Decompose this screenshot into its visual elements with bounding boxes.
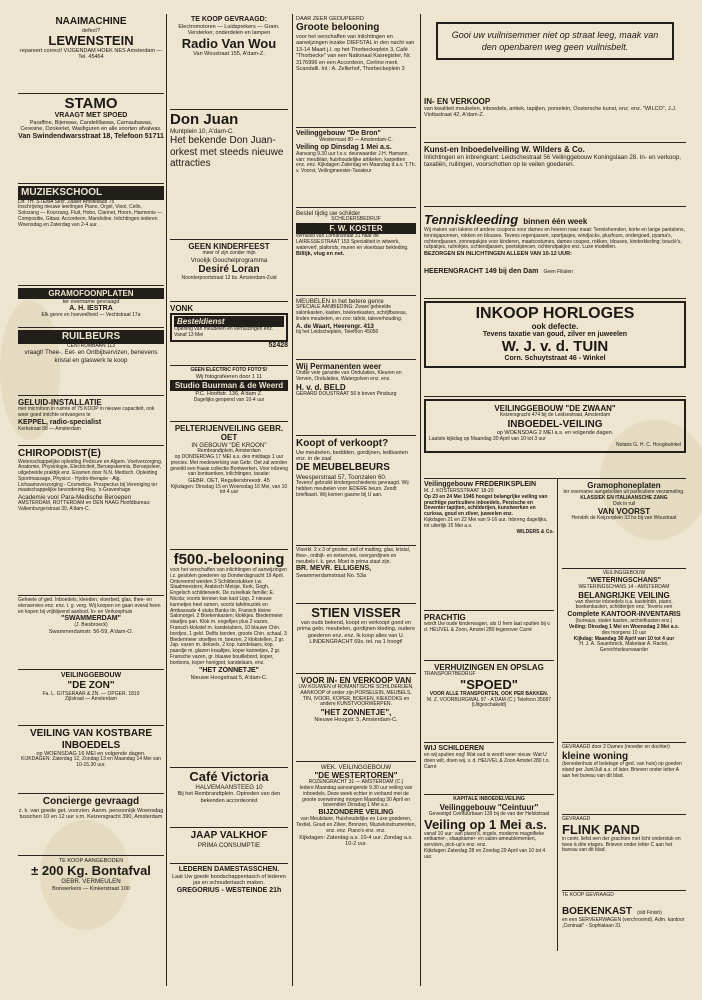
ad-stien-visser <box>296 604 416 674</box>
ad-wij-schilderen <box>424 743 554 795</box>
ad-text: vraagt! Thee-, Eet- en Ontbijtservizen, benevens kristal en glaswerk te koop <box>24 349 158 364</box>
ad-text: Zijlstraat — Amsterdam <box>65 696 117 703</box>
ad-subtitle-2: BEZORGEN EN INLICHTINGEN ALLEEN VAN 10-12 UUR: <box>424 251 572 258</box>
ad-title: RUILBEURS <box>18 330 164 344</box>
column-4b <box>558 479 686 951</box>
ad-top: Bestel tijdig uw schilder <box>296 210 361 217</box>
ad-text: KIJKDAGEN: Zaterdag 12, Zondag 13 en Maandag 14 Mei van 10-15.30 uur. <box>21 756 161 769</box>
ad-text: en wij spuiten nog! Wat oud is wordt weer nieuw. Wat U doen wilt, doen wij. v. d. HEUVEL & Zoon Amstel 280 t.o. Carré <box>424 752 550 770</box>
ad-viewing-days: Laatste kijkdag op Maandag 30 April van 10 tot 3 uur <box>429 435 546 442</box>
ad-horloges-tuin <box>424 299 686 397</box>
ad-groote-belooning <box>296 14 416 128</box>
ad-title: IN- EN VERKOOP <box>424 97 491 106</box>
ad-address-line <box>424 258 686 277</box>
ad-name: "SWAMMERDAM" <box>61 615 121 623</box>
ad-footer: Billijk, vlug en net. <box>296 251 345 258</box>
ad-text: Op 23 en 24 Mei 1945 hoogst belangrijke veiling van prachtige particuliere inboedels, Perzische en Deventer tapijten, schilderijen, kunstwerken en curiosa, goud en zilver, juweelen enz. <box>424 493 548 518</box>
ad-500-belooning <box>170 550 288 768</box>
ad-title: NAAIMACHINE <box>55 16 127 27</box>
ad-text: Inlichtingen en inbrengkant: Leidschestraat 56 Veilinggebouw Koningslaan 28. In- en verkoop, taxatiën, ruilingen, voorschotten op te veilen goederen. <box>424 154 681 169</box>
ad-subtitle: Fa. L. GITSERAAR & ZN. — OPGER. 1810 <box>42 690 140 697</box>
ad-title: PELTERIJENVEILING GEBR. OET <box>174 424 284 442</box>
ad-title: BOEKENKAST <box>561 905 632 917</box>
ad-address: Rembrandtplein, Amsterdam <box>197 448 261 455</box>
ad-prachtig <box>424 611 554 661</box>
ad-address: Keizersgracht 474 bij de Leidsestraat, Amsterdam <box>499 412 611 418</box>
ad-address: GERARD DOUSTRAAT 56 b boven Pinsburg <box>296 390 397 397</box>
ad-subtitle: KLASSIEK EN ITALIAANSCHE ZANG <box>580 494 668 501</box>
ad-footer: Academie voor Para-Medische Beroepen <box>18 494 132 502</box>
ad-box <box>424 399 686 453</box>
ad-title: GEEN ELECTRIC FOTO FOTO'S! <box>190 367 268 373</box>
ad-address: Weesperstraat 57, Toonzalen 60. <box>296 473 387 481</box>
ad-tenniskleeding <box>424 207 686 299</box>
ad-text: Uw meubelen, beddden, gordijnen, ledikanten enz. in de zaal <box>296 449 408 462</box>
ad-top: GEVRAAGD door 2 Dames (moeder en dochter) <box>561 744 670 750</box>
ad-header <box>424 209 686 228</box>
ad-text: Electromotoren — Luidsprekers — Gram. Versterker, onderdelen en lampen <box>178 24 280 37</box>
ad-title: MUZIEKSCHOOL <box>18 186 164 200</box>
ad-address: Bonwerkers — Kinkerstraat 100 <box>52 885 130 892</box>
ad-name: "WETERINGSCHANS" <box>587 576 661 584</box>
column-divider <box>166 14 167 986</box>
ad-title: Veilinggebouw FREDERIKSPLEIN <box>424 481 537 488</box>
ad-subtitle: defect? <box>81 27 101 34</box>
ad-de-zwaan <box>424 397 686 479</box>
ad-name: Desiré Loran <box>198 264 260 275</box>
ad-subtitle: op WOENSDAG 2 MEI a.s. en volgende dagen. <box>496 430 614 437</box>
ad-flink-pand <box>562 815 686 891</box>
ad-text: VOOR ALLE TRANSPORTEN, OOK PER BAKKEN. <box>429 690 549 697</box>
ad-phone: 52428 <box>268 341 288 349</box>
ad-subtitle: CENTRUMBAAN 113 <box>67 342 115 349</box>
ad-footer: Tevens! gebruikt kindergeschiedenis gevraagd. Wij hebben meubelen voor IEDERE beurs. Zendt briefkaart. Wij komen gaarne bij U aan. <box>296 480 409 498</box>
ad-bontafval <box>18 856 164 915</box>
ad-name: W. J. v. d. TUIN <box>501 338 609 355</box>
ad-cafe-victoria <box>170 768 288 828</box>
ad-text: Paraffine, Bijenwas, Candelillawas, Carnaubawas, Ceresine, Ozokeriet, Wasfiguren en alle soorten afvalwas. <box>20 120 162 133</box>
ad-auction-date: Veiling: Dinsdag 1 Mei en Woensdag 2 Mei a.s. <box>568 623 680 630</box>
ad-studio-buurman <box>170 366 288 422</box>
ad-jaap-valkhof <box>170 828 288 864</box>
ad-footer: Dagelijks geopend van 10-4 uur <box>193 396 265 403</box>
ad-title: Gramophoneplaten <box>587 481 661 490</box>
ad-footer: Notaris G. H. C. Hoogkwinkel <box>615 441 681 448</box>
ad-viewing-days: Kijkdag: Maandag 30 April van 10 tot 4 uur <box>573 635 675 642</box>
ad-wilders <box>424 143 686 207</box>
ad-top: VEILINGGEBOUW <box>602 570 646 576</box>
ad-name: VAN VOORST <box>597 507 651 517</box>
ad-kostbare-inboedels <box>18 726 164 794</box>
ad-het-zonnetje <box>296 674 416 762</box>
ad-address: Gevestigd Ceintuurbaan 139 bij de van der Helststraat <box>428 810 550 817</box>
ad-viewing-days: Kijkdagen: Zaterdag a.s. 10-4 uur. Zondag a.s. 10-2 uur. <box>299 834 413 847</box>
ad-chiropodist <box>18 446 164 596</box>
ad-name: BR. MEVR. ELLIGENS, <box>296 565 372 573</box>
ad-meubelbeurs <box>296 436 416 546</box>
ad-box <box>424 301 686 368</box>
ad-address: P.C. Hooftstr. 136, A'dam Z. <box>195 391 263 398</box>
ad-owner: (J. Biesbroeck) <box>74 622 108 629</box>
ad-top: TE KOOP GEVRAAGD <box>561 892 614 898</box>
ad-title: STIEN VISSER <box>311 605 401 620</box>
ad-text: in centr. liefst een der grachten met licht onderstuk en twee à drie etages. Brieven onder letter C aan het bureau van dit blad. <box>561 835 681 854</box>
ad-address: Corn. Schuytstraat 46 - Winkel <box>504 355 606 362</box>
ad-title: Kunst-en Inboedelveiling W. Wilders & Co. <box>424 145 585 154</box>
ad-banner-vuilnis <box>424 14 686 95</box>
ad-title: Groote belooning <box>296 22 380 34</box>
ad-subtitle: ook defecte. <box>531 322 579 331</box>
banner-text: Gooi uw vuilnisemmer niet op straat leeg, maak van den openbaren weg geen vuilnisbelt. <box>451 30 659 52</box>
ad-auction-time: des morgens 10 uur <box>601 629 647 636</box>
ad-subtitle: op WOENSDAG 16 MEI en volgende dagen. <box>36 751 146 757</box>
ad-logo: Besteldienst <box>174 316 284 327</box>
ad-title: WIJ SCHILDEREN <box>424 745 484 752</box>
ad-text: Inschrijving nieuwe leerlingen Piano, Orgel, Viool, Cello, Solozang — Koorzang, Fluit, Hobo, Clarinet, Hoorn, Harmonie — Compositie, Gitaar, Accordeon, Mandoline. Inlichtingen iederen Woensdag en Zaterdag van 2-4 uur. <box>18 204 163 228</box>
ad-text: voor het verschaffen van inlichtingen en aanwijzingen inzake DIEFSTAL in den nacht van 13-14 Maart j.l. op het Thorbeckeplein 3, Café "Thorbecke" van een Nationaal Kasregister, Nr. 3176996 en een Accordeon, Cerlino merk Scandalli. Inl.: A. Zellerhof, Thorbeckeplein 3 <box>296 33 415 72</box>
ad-text: Aanvang 9.30 uur f.o.v. deurwaarder J.H. Hamann, van: meubilair, huishoudelijke artikelen, karpetten enz. enz. Kijkdagen Zaterdag en Maandag d.a.v. T.Th. v. Voorst, Veilingmeester-Taxateur <box>296 150 416 175</box>
ad-gebr-oet <box>170 422 288 550</box>
ad-top: TE KOOP GEVRAAGD: <box>190 16 268 23</box>
ad-subtitle: Dir. TH. STEMA Secr. Zaaier Amstellaan 75 <box>18 198 115 205</box>
ad-text-2: (bureaux, stalen kasten, archiefkasten enz.) <box>575 618 673 625</box>
ad-title: JAAP VALKHOF <box>190 830 268 841</box>
ad-address: M. J. KOSTERSSTRAAT 18-20 <box>424 488 494 494</box>
ad-subtitle: meer of zijn zonder mijn <box>202 250 256 256</box>
ad-footer: GEBR. OET, Reguliersbreestr. 45 <box>188 478 270 485</box>
ad-text: Bij het Rembrandtplein. Optreden van den bekenden accordeonist <box>177 791 281 804</box>
ad-name: DE MEUBELBEURS <box>296 462 390 474</box>
ad-text: (benedenhuis of beletage of ged. van huis) op goeden stand per Juni/Juli a.s. of later. Brieven onder letter A aan het bureau van dit blad. <box>561 761 682 779</box>
ad-top: GEVRAAGD <box>561 816 591 822</box>
ad-de-waart <box>296 296 416 360</box>
ad-frederiksplein <box>424 479 554 611</box>
column-4 <box>424 14 686 951</box>
ad-text: van diverse inboedels o.a. kastelnbh, piano, boekenkasten, schilderijen enz. Tevens een <box>575 598 673 611</box>
ad-title: Tenniskleeding <box>424 212 519 227</box>
ad-name: "DE WESTERTOREN" <box>314 771 398 781</box>
ad-subtitle: Wij fotografeeren door 1 11 <box>195 373 263 380</box>
ad-title: Don Juan <box>170 111 239 128</box>
ad-top: VEILINGGEBOUW "DE ZWAAN" <box>494 404 616 413</box>
ad-radio-van-wou <box>170 14 288 110</box>
ad-text: Tevens taxatie van goud, zilver en juweelen <box>482 331 628 338</box>
ad-text: Laat Uw goede boodschappentasch of lederen jas en schoudertasch maken. <box>172 874 286 887</box>
ad-subtitle: IN GEBOUW "DE KROON" <box>191 442 267 449</box>
ad-subtitle: VRAAGT MET SPOED <box>54 112 128 119</box>
ad-address: ROZENGRACHT 31 — AMSTERDAM (C.) <box>308 779 404 786</box>
ad-weteringschans <box>562 569 686 743</box>
ad-title-note: (old Finish) <box>637 909 662 916</box>
ad-naaimachine <box>18 14 164 94</box>
ad-top: VEILINGGEBOUW <box>60 672 122 679</box>
ad-title: Concierge gevraagd <box>42 796 140 807</box>
ad-swammerdam <box>18 596 164 670</box>
ad-title-line <box>562 899 686 918</box>
ad-text: Geheele of ged. Inboedels, kleeden, vloerbed, glas, thee- en etenservies enz. enz. t. g. verg. Wij koopen en gaan overal heen en kopen bij vrijblijvend aanbod. In- en Verkoophuis <box>18 597 161 615</box>
ad-address: Swammerdamstraat No. 53a <box>296 573 366 580</box>
ad-ceintuur <box>424 795 554 960</box>
ad-koster <box>296 208 416 296</box>
ad-text: Het bekende Don Juan-orkest met steeds nieuwe attracties <box>170 135 284 170</box>
ad-geluid <box>18 396 164 446</box>
ad-address: GREGORIUS - WESTEINDE 21h <box>176 886 282 894</box>
ad-text: Opening van meubelen en verhuizingen enz. Vanaf 13 Mei <box>174 326 274 338</box>
ad-title: GELUID-INSTALLATIE <box>18 398 102 407</box>
ad-footer: bij het Leidscheplein, Telefoon 45056 <box>296 328 379 335</box>
ad-ruilbeurs <box>18 328 164 396</box>
ad-name: A. de Waart, Heerengr. 413 <box>296 322 374 330</box>
ad-name: F. W. KOSTER <box>296 223 416 234</box>
ad-title: CHIROPODIST(E) <box>18 448 101 459</box>
ad-subtitle: HALVEMAANSTEEG 10 <box>195 784 263 791</box>
ad-title: GRAMOFOONPLATEN <box>18 288 164 299</box>
ad-top: DAAR ZEER GEDUPEERD <box>296 16 364 22</box>
ad-title: f500.-belooning <box>173 551 285 568</box>
ad-detail: van Meubilaire, Huishoudelijke en Luxe goederen, Textiel, Goud en Zilver, Bronzen, Muziekinstrumenten, enz. enz. Piano's enz. enz. <box>296 816 416 834</box>
column-4a <box>424 479 558 951</box>
ad-title: INBOEDEL-VEILING <box>507 418 603 430</box>
ad-text: Wetenschappelijke opleiding Pedicure en Algem. Voetverzorging, Anatomie, Physiologie, Electriciteit, Beroepskennis, Beroepsleer, uitgebreide praktijk enz. Examen door N.N. Medisch. Opleiding Sportmassage, Physico - Hydro-therapie - Alg. Lichaamsverzorging - Cosmetica. Prospectus bij Vereniging ter maatschappelijke bevordering Reg. 's-Gravenhage <box>18 458 163 494</box>
ad-address: Kerkstraat 88 — Amsterdam <box>18 425 81 432</box>
ad-text: Vloerkl. 2 x 3 of grooter, zeil of matting, glas, kristal, thee-, ontbijt- en eetservies, overgordijnen en meubels t. k. gevr. Moet in prima staat zijn. <box>296 547 411 565</box>
ad-subtitle: TRANSPORTBEDRIJF <box>424 671 476 677</box>
ad-footer: WILDERS & Co. <box>516 528 554 535</box>
ad-address: Hendrik de Keijzerplein 33 hs bij van Woustraat <box>571 515 677 522</box>
ad-title: Koopt of verkoopt? <box>296 438 389 449</box>
ad-text: repareert correct! VIJGENDAM HOEK NES Amsterdam — Tel. 45464 <box>19 47 163 61</box>
ad-title: PRACHTIG <box>424 613 466 622</box>
ad-name: "DE ZON" <box>67 680 115 691</box>
ad-footer: "HET ZONNETJE" <box>199 666 259 674</box>
ad-name: A. H. IESTRA <box>69 305 113 313</box>
ad-logo-box <box>170 313 288 342</box>
ad-text: vanaf 10 uur: van piano's, orgels, moderne magnifieke eetkamer-, slaapkamer- en salon-ameublementen, servizen, pick-up's enz. enz. <box>424 830 545 849</box>
ad-address: Westermaat 80 — Amsterdam-C. <box>319 137 393 143</box>
ad-text: z. k. van goede get. voorzien. Aanm. persoonlijk Woensdag tusschen 10 en 12 uur v.m. Keizersgracht 390, Amsterdam <box>18 807 164 820</box>
ad-viewing-days: Kijkdagen Zaterdag 28 en Zondag 29 April van 10 tot 4 uur. <box>424 847 546 860</box>
column-4-split <box>424 479 686 951</box>
ad-text: ter overname aangeboden uit particuliere verzameling. <box>563 489 685 495</box>
ad-name: H. v. d. BELD <box>296 382 346 392</box>
ad-text: verhuisd van Lomanstraat 31 naar de LAIRESSESTRAAT 153 Specialiteit in witwerk, waterverf, plafonds, muren en vloerbaar bekleding. <box>296 233 409 251</box>
ad-de-bron <box>296 128 416 208</box>
ad-wilco <box>424 95 686 143</box>
ad-name: KEPPEL, radio-specialist <box>18 418 102 426</box>
ad-address: Noorderpoortstraat 12 bs. Amsterdam-Zuid <box>181 274 277 281</box>
ad-title: LEDEREN DAMESTASSCHEN. <box>178 866 280 873</box>
ad-title: INKOOP HORLOGES <box>475 305 635 322</box>
ad-text: Vroolijk Goochelprogramma <box>190 256 268 264</box>
ad-kleine-woning <box>562 743 686 815</box>
ad-viewing-days: Kijkdagen 21 en 22 Mei van 9-16 uur. Inbreng dagelijks, tot uiterlijk 15 Mei a.s. <box>424 516 548 529</box>
ad-title: Veilinggebouw "De Bron" <box>296 130 381 137</box>
ad-title: BELANGRIJKE VEILING <box>578 590 670 600</box>
ad-title: VERHUIZINGEN EN OPSLAG <box>434 663 544 672</box>
ad-de-zon <box>18 670 164 726</box>
ad-subtitle: BIJZONDERE VEILING <box>318 809 394 817</box>
ad-don-juan <box>170 110 288 240</box>
banner-box <box>436 22 674 60</box>
ad-title: FLINK PAND <box>561 821 640 837</box>
ad-text: met microfoon in ruimte of 75 KOOP in nieuwe capaciteit, ook weer goed inrichte ontvangers te <box>18 406 155 418</box>
ad-gramophoneplaten <box>562 479 686 569</box>
ad-address: Swammerdamstr. 56-59, A'dam-O. <box>48 629 134 636</box>
ad-concierge <box>18 794 164 856</box>
ad-address: M. Z. VOORBURGWAL 97 - A'DAM (C.) Telefoon 35687 (Uitgeschakeld) <box>426 696 552 709</box>
ad-text: SPECIALE AANBIEDING: Zware gebeelde salonkasten, kasten, boekenkasten, schrijfbureau, linden meubelen, en zoo: tafels, taleverhouding. <box>296 304 407 322</box>
ad-viewing-days: Kijkdagen: Dinsdag 15 en Woensdag 16 Mei, van 10 tot 4 uur <box>170 483 288 496</box>
ad-title: Veilinggebouw "Ceintuur" <box>439 802 539 812</box>
ad-title: MEUBELEN in het betere genre <box>296 298 384 305</box>
ad-title: VOOR IN- EN VERKOOP VAN <box>300 676 412 685</box>
ad-spoed <box>424 661 554 743</box>
ad-kinderfeest <box>170 240 288 302</box>
ad-footer: H. J. A. Sauerbreck, Makelaar A. Racké, Gerechtsdeurwaarder <box>579 641 669 654</box>
ad-text: van kwaliteit meubelen, inboedels, antiek, tapijten, porselein, Oostersche kunst, enz. enz. "WILCO", J.J. Viottastraat 42, A'dam-Z. <box>424 106 677 119</box>
ad-address: Nieuwe Hoogstraat 5, A'dam-C. <box>190 674 268 681</box>
ad-title: kleine woning <box>561 750 629 762</box>
ad-address: Van Woustraat 155, A'dam-Z. <box>193 50 265 57</box>
ad-top: WEK. VEILINGGEBOUW <box>320 764 392 771</box>
column-1 <box>18 14 164 915</box>
ad-text: Iedere Maandag aanvangende 9.30 uur veiling van inboedels. Deze week echter in verband met de groote overwinning morgen Maandag 30 April en bovendien Dinsdag 1 Mei a.s. <box>299 785 413 809</box>
ad-permanenten <box>296 360 416 436</box>
ad-name: Radio Van Wou <box>181 35 277 51</box>
column-2 <box>170 14 288 913</box>
ad-address: Nieuwe Hoogstr. 5, Amsterdam-C. <box>314 717 398 724</box>
ad-text: voor het verschaffen van inlichtingen of aanwijzingen i.z. gestolen goederen op Donderdagnacht 19 April. Ontvreemd werden 3 Schilderstukken t.w. Staalmeesters; Arabisch Meisje, Kerk, Gogh, Engelsch schilderwerk. De zuivelkak familie; E. Nicola; voorts tiennen kan kast Lipp, 2 nieuwe kannetjes heel ramen, voorts tafelmuziek en Ambassade 4 stuks Banks tin, Fransch kleine Salonorgel. 2 Boekenkasten; klokkjes. Biedermeier staafjes pan. Klok m. engeltjes plus 2 vazen, Fransch klokstel m. kandelabers, 10 blauwe Chin. bordjes, 1 geld. Delfts borden, groote Chin. schaal, 3 Biedermeier stoeltjes m. boezen, 2 klokstellen, 2 gr. Jap. vazen m. deksels, 2 kop. kandelaars, kop. paardje m. glazen kraaltjes, koper kannetjes, 2 gr. Fransche vazen, gr. blauwe bouillebord, koper, bonbons, koper honigpot, kandelaars, enz. <box>170 567 287 666</box>
ad-top: KAPITALE INBOEDELVEILING <box>453 796 525 802</box>
ad-boekenkast <box>562 891 686 952</box>
ad-title: GEEN KINDERFEEST <box>188 242 270 251</box>
ad-westertoren <box>296 762 416 907</box>
ad-name: LEWENSTEIN <box>48 32 134 48</box>
ad-title: ± 200 Kg. Bontafval <box>31 863 151 879</box>
ad-text: van ouds bekend, koopt en verkoopt goed en prima gebr. meubelen, gordijnen kleding, oudere goederen enz. enz. Ik koop alles van U. LINDENGRACHT 69s. tel. na 1 hoogt! <box>296 620 416 646</box>
ad-address: AMSTERDAM, ROTTERDAM en DEN HAAG Hoofdbureau: Valkenburgerstraat 30, A'dam-C. <box>18 500 151 513</box>
ad-text: UW KOUWEN of ROMANTISCHE SCHILDERIJEN, AANKOOP of onder zijn PORSELEIN, MEUBELS, TIN, IVOOR, KOPER, BOEKEN, KIEKOOKS en andere KUNSTVOORWERPEN. <box>298 684 414 708</box>
ad-text: op DONDERDAG 17 MEI a.s. des middags 1 uur precies. Met medewerking van Gebr. Oet zal worden geveild een fraaie collectie Bontwerken. Voor inbreng van bontwerken, inlichtingen, taxatie: <box>170 454 288 478</box>
ad-text: Elk genre en hoeveelheid — Vechtstraat 17a <box>41 312 141 319</box>
ad-text: en een SERVEERWAGEN (verchroomd). Adm. kantoor „Centraal" - Sophialaan 31 <box>561 916 685 929</box>
ad-address: WETERINGSCHANS 14 - AMSTERDAM <box>578 583 670 590</box>
column-divider <box>292 14 293 986</box>
ad-name: Studio Buurman & de Weerd <box>170 380 288 391</box>
ad-text: Onder vele garantie van Ondulaties, Kleuren en Verven, Ondulaties, Watergolven enz. enz. <box>296 370 402 382</box>
column-divider <box>420 14 421 986</box>
ad-subtitle: SCHILDERSBEDRIJF <box>331 216 381 223</box>
ad-subtitle: Veiling op 1 Mei a.s. <box>424 816 547 832</box>
ad-damestasschen <box>170 864 288 913</box>
ad-text: Wij maken van lakens of andere coupons voor dames en heeren naar maat: Tennishemden, korte en lange pantalons, tennisjaponnen, rokken en blouses. Tevens regenjassen, sportjasjes, windjacks, plusfours, ondergoed, pyama's, ochtendjassen, zonnepakjes voor kinderen, maatcostumes, dames coupes, rokken, blouses, kinderkleding; bouclé's, ruilpakjes, ruilrokjes, ochtendjassen, poetskpiecen, ochtendpakjes enz. Luxe modellen. <box>424 227 685 251</box>
ad-title: Café Victoria <box>189 769 269 784</box>
ad-vonk <box>170 302 288 366</box>
ad-top: TE KOOP AANGEBODEN <box>58 858 124 864</box>
ad-subtitle: ter overname gevraagd <box>62 299 120 305</box>
ad-name: GEBR. VERMEULEN <box>61 878 121 886</box>
column-3 <box>296 14 416 907</box>
ad-title: STAMO <box>64 95 118 112</box>
ad-text: wordt Uw oude kinderwagen, als U hem laat spuiten bij v. d. HEUVEL & Zoon, Amstel 280 tegenover Carré <box>424 621 551 633</box>
ad-subtitle: Veiling op Dinsdag 1 Mei a.s. <box>296 143 392 151</box>
ad-subtitle: PRIMA CONSUMPTIE <box>197 841 261 849</box>
ad-gramofoonplaten <box>18 286 164 328</box>
ad-address: Muntplein 10, A'dam-C. <box>170 128 235 135</box>
ad-elligens <box>296 546 416 604</box>
ad-muziekschool <box>18 184 164 286</box>
ad-title: Wij Permanenten weer <box>296 362 382 371</box>
ad-address: HEERENGRACHT 149 bij den Dam <box>424 267 539 275</box>
ad-stamo <box>18 94 164 184</box>
ad-title: VONK <box>170 304 194 313</box>
ad-subtitle: Complete KANTOOR-INVENTARIS <box>567 611 681 619</box>
ad-address: Van Swindendwarsstraat 18, Telefoon 51711 <box>18 132 164 140</box>
ad-name: "SPOED" <box>460 676 518 692</box>
ad-subtitle: binnen één week <box>523 217 588 226</box>
ad-subtitle-2: Ook in ruil <box>612 500 636 507</box>
ad-name: "HET ZONNETJE", <box>320 708 392 718</box>
ad-title: VEILING VAN KOSTBARE INBOEDELS <box>29 728 153 751</box>
ad-footer: Geen Filialen <box>543 268 573 275</box>
